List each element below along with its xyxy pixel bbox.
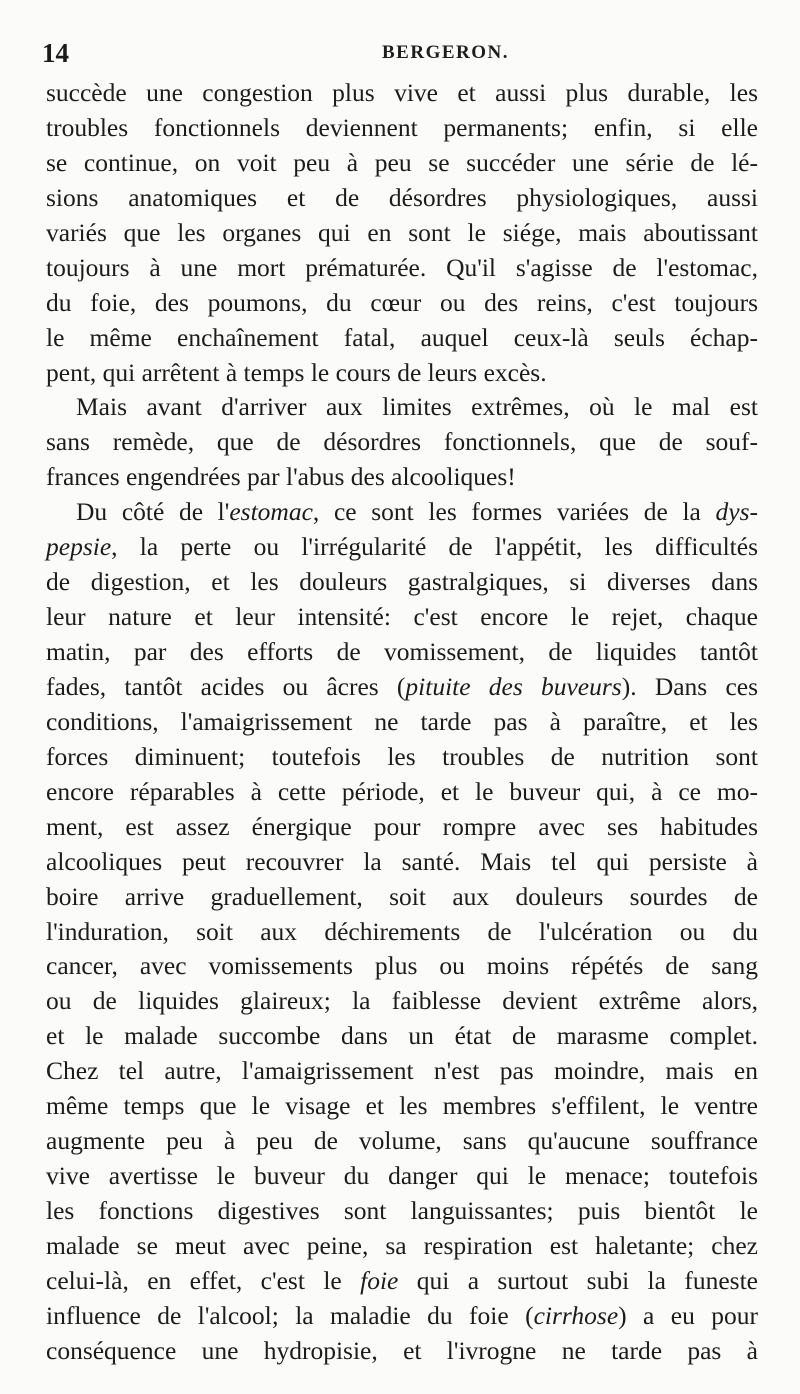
text-line — [46, 949, 758, 984]
text-segment: et le malade succombe dans un état de marasme complet. — [46, 1021, 758, 1051]
text-line — [46, 600, 758, 635]
text-line — [46, 1019, 758, 1054]
text-segment: du foie, des poumons, du cœur ou des reins, c'est toujours — [46, 287, 758, 317]
text-line — [46, 775, 758, 810]
text-line — [46, 845, 758, 880]
text-line — [46, 286, 758, 321]
text-segment: ) a eu pour — [618, 1300, 758, 1330]
text-line — [46, 390, 758, 425]
text-line — [46, 1124, 758, 1159]
text-line — [46, 181, 758, 216]
text-segment: matin, par des efforts de vomissement, de liquides tantôt — [46, 637, 758, 666]
text-segment: qui a surtout subi la funeste — [398, 1265, 758, 1295]
text-line — [46, 495, 758, 530]
text-line — [46, 1054, 758, 1089]
text-segment: malade se meut avec peine, sa respiration est haletante; chez — [46, 1230, 758, 1260]
text-line — [46, 705, 758, 740]
running-head: BERGERON. — [382, 42, 509, 63]
text-segment: le même enchaînement fatal, auquel ceux-là seuls échap- — [46, 322, 758, 352]
italic-text: pepsie — [46, 532, 112, 562]
text-line — [46, 565, 758, 600]
text-segment: conditions, l'amaigrissement ne tarde pas à paraître, et les — [46, 706, 758, 736]
text-segment: variés que les organes qui en sont le siége, mais aboutissant — [46, 217, 758, 247]
text-segment: troubles fonctionnels deviennent permanents; enfin, si elle — [46, 112, 758, 142]
text-segment: les fonctions digestives sont languissantes; puis bientôt le — [46, 1196, 758, 1225]
text-line — [46, 1229, 758, 1264]
text-segment: celui-là, en effet, c'est le — [46, 1265, 361, 1295]
text-segment: se continue, on voit peu à peu se succéder une série de lé- — [46, 147, 758, 177]
text-segment: frances engendrées par l'abus des alcooliques! — [46, 462, 516, 492]
text-line — [46, 670, 758, 705]
page-number: 14 — [42, 38, 69, 68]
text-segment: alcooliques peut recouvrer la santé. Mais tel qui persiste à — [46, 846, 758, 876]
text-segment: leur nature et leur intensité: c'est encore le rejet, chaque — [46, 602, 758, 632]
text-segment: vive avertisse le buveur du danger qui le menace; toutefois — [46, 1161, 758, 1191]
text-line — [46, 810, 758, 845]
text-segment: cancer, avec vomissements plus ou moins répétés de sang — [46, 951, 758, 981]
text-segment: , la perte ou l'irrégularité de l'appétit, les difficultés — [111, 532, 758, 562]
text-line — [46, 984, 758, 1019]
italic-text: foie — [360, 1265, 399, 1295]
text-segment: augmente peu à peu de volume, sans qu'aucune souffrance — [46, 1126, 758, 1156]
text-segment: toujours à une mort prématurée. Qu'il s'agisse de l'estomac, — [46, 252, 758, 282]
text-segment: sans remède, que de désordres fonctionnels, que de souf- — [46, 427, 758, 457]
text-segment: pent, qui arrêtent à temps le cours de leurs excès. — [46, 357, 547, 387]
text-line — [46, 1194, 758, 1229]
text-line — [46, 111, 758, 146]
text-line — [46, 740, 758, 775]
text-line — [46, 1264, 758, 1299]
text-line — [46, 880, 758, 915]
text-segment: , ce sont les formes variées de la — [312, 497, 716, 527]
text-segment: encore réparables à cette période, et le buveur qui, à ce mo- — [46, 776, 758, 806]
text-segment: ment, est assez énergique pour rompre avec ses habitudes — [46, 811, 758, 841]
italic-text: dys- — [715, 497, 758, 527]
text-line — [46, 1299, 758, 1334]
text-line — [46, 635, 758, 670]
text-line — [46, 356, 758, 391]
text-line — [46, 251, 758, 286]
text-line — [46, 321, 758, 356]
italic-text: pituite des buveurs — [405, 671, 622, 701]
text-segment: sions anatomiques et de désordres physiologiques, aussi — [46, 182, 758, 212]
text-segment: même temps que le visage et les membres s'effilent, le ventre — [46, 1091, 758, 1121]
text-segment: succède une congestion plus vive et aussi plus durable, les — [46, 78, 758, 107]
text-segment: Chez tel autre, l'amaigrissement n'est pas moindre, mais en — [46, 1056, 758, 1086]
italic-text: estomac — [229, 497, 313, 527]
text-line — [46, 460, 758, 495]
text-segment: fades, tantôt acides ou âcres ( — [46, 671, 406, 701]
page-header — [42, 38, 760, 74]
text-segment: l'induration, soit aux déchirements de l'ulcération ou du — [46, 916, 758, 946]
text-segment: Mais avant d'arriver aux limites extrêmes, où le mal est — [76, 392, 758, 422]
text-line — [46, 530, 758, 565]
text-segment: forces diminuent; toutefois les troubles de nutrition sont — [46, 741, 758, 771]
text-line — [46, 915, 758, 950]
text-segment: boire arrive graduellement, soit aux douleurs sourdes de — [46, 881, 758, 911]
text-segment: conséquence une hydropisie, et l'ivrogne ne tarde pas à — [46, 1335, 758, 1365]
text-segment: ). Dans ces — [621, 671, 758, 701]
text-line — [46, 425, 758, 460]
text-line — [46, 1089, 758, 1124]
text-segment: influence de l'alcool; la maladie du foie ( — [46, 1300, 534, 1330]
italic-text: cirrhose — [533, 1300, 619, 1330]
text-segment: Du côté de l' — [76, 497, 230, 527]
text-line — [46, 1159, 758, 1194]
text-line — [46, 146, 758, 181]
text-segment: de digestion, et les douleurs gastralgiques, si diverses dans — [46, 567, 758, 597]
text-line — [46, 216, 758, 251]
text-segment: ou de liquides glaireux; la faiblesse devient extrême alors, — [46, 986, 758, 1016]
text-line — [46, 1334, 758, 1369]
text-line — [46, 76, 758, 111]
body-text — [46, 76, 758, 1369]
